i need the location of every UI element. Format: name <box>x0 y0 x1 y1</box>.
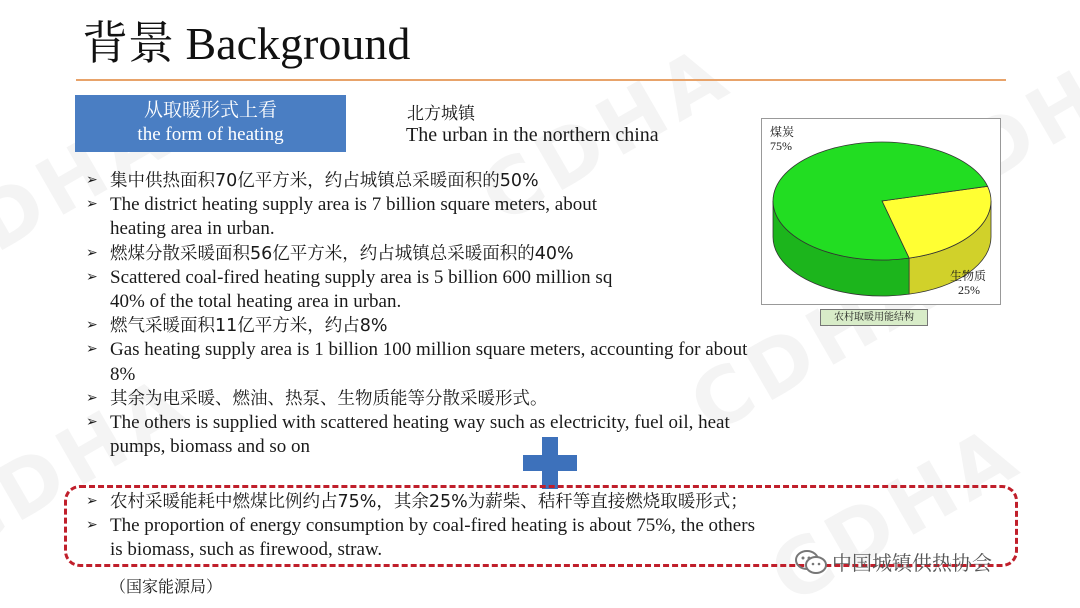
arrow-bullet-icon: ➢ <box>86 342 98 358</box>
arrow-bullet-icon: ➢ <box>86 173 98 188</box>
pie-chart-panel <box>761 118 1001 305</box>
arrow-bullet-icon: ➢ <box>86 269 98 285</box>
bullet-item: ➢ 燃煤分散采暖面积56亿平方米，约占城镇总采暖面积的40% <box>86 242 956 266</box>
pie-label-coal: 煤炭 75% <box>770 125 795 153</box>
arrow-bullet-icon: ➢ <box>86 197 98 213</box>
source-note: （国家能源局） <box>110 577 223 596</box>
bullet-item: ➢ Scattered coal-fired heating supply area is 5 billion 600 million sq <box>86 266 956 290</box>
urban-heading-cn: 北方城镇 <box>407 104 475 124</box>
bullet-item: ➢ The others is supplied with scattered heating way such as electricity, fuel oil, heat <box>86 411 956 435</box>
heating-form-box <box>75 95 346 152</box>
arrow-bullet-icon: ➢ <box>86 390 98 406</box>
bullet-item: ➢ 燃气采暖面积11亿平方米，约占8% <box>86 314 956 338</box>
wechat-icon <box>794 549 828 575</box>
bullet-item: ➢ 农村采暖能耗中燃煤比例约占75%，其余25%为薪柴、秸秆等直接燃烧取暖形式； <box>86 490 966 514</box>
bullet-continuation: 8% <box>110 363 136 385</box>
bullet-item: ➢ The district heating supply area is 7 billion square meters, about <box>86 193 956 217</box>
bullet-continuation: heating area in urban. <box>110 218 275 240</box>
arrow-bullet-icon: ➢ <box>86 415 98 431</box>
bullet-item: ➢ 其余为电采暖、燃油、热泵、生物质能等分散采暖形式。 <box>86 387 956 411</box>
bullet-item: ➢ 集中供热面积70亿平方米，约占城镇总采暖面积的50% <box>86 169 956 193</box>
arrow-bullet-icon: ➢ <box>86 494 98 509</box>
arrow-bullet-icon: ➢ <box>86 318 98 334</box>
bullet-continuation: pumps, biomass and so on <box>110 436 311 458</box>
form-box-cn: 从取暖形式上看 <box>143 100 277 121</box>
urban-heading-en: The urban in the northern china <box>406 124 659 146</box>
bullet-continuation: 40% of the total heating area in urban. <box>110 291 402 313</box>
slide-title: 背景 Background <box>82 18 411 69</box>
brand-name: 中国城镇供热协会 <box>832 551 992 575</box>
bullet-continuation: is biomass, such as firewood, straw. <box>110 539 383 561</box>
pie-label-biomass: 生物质 25% <box>950 269 987 297</box>
arrow-bullet-icon: ➢ <box>86 245 98 261</box>
bullet-item: ➢ The proportion of energy consumption by coal-fired heating is about 75%, the others <box>86 514 966 538</box>
plus-icon <box>523 437 577 489</box>
title-divider <box>76 79 1006 81</box>
wechat-brand <box>794 547 992 576</box>
arrow-bullet-icon: ➢ <box>86 518 98 534</box>
form-box-en: the form of heating <box>137 124 284 145</box>
bullet-item: ➢ Gas heating supply area is 1 billion 100 million square meters, accounting for about <box>86 338 956 362</box>
pie-chart-caption: 农村取暖用能结构 <box>820 309 928 326</box>
